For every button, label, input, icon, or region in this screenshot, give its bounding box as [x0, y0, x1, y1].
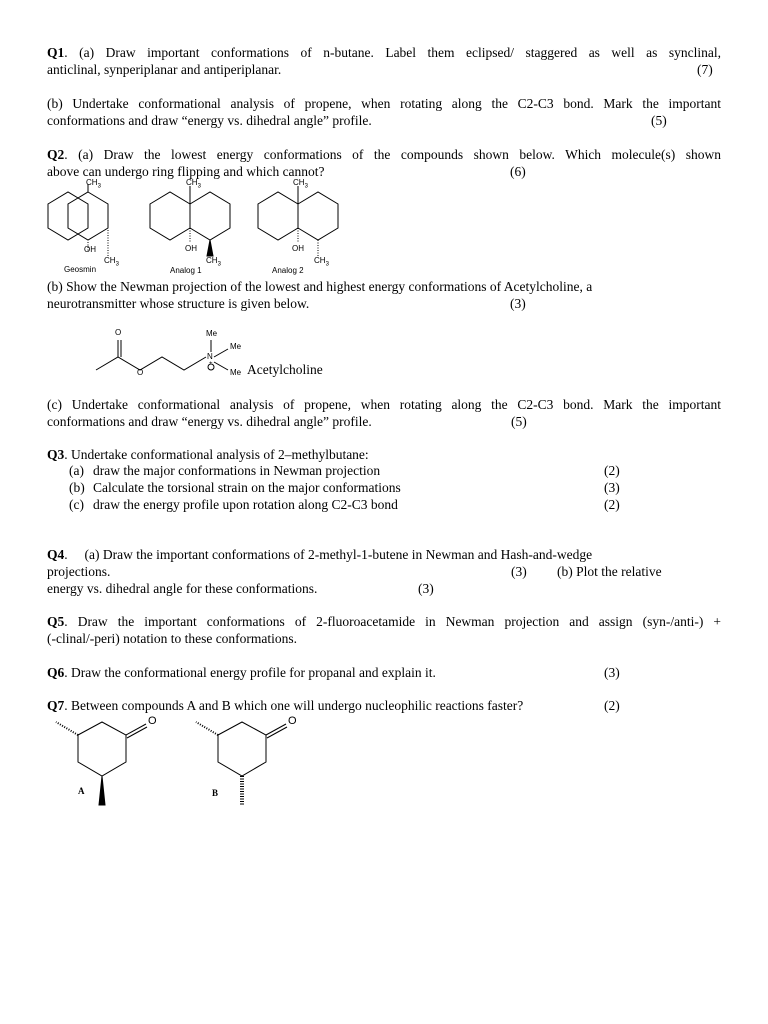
q3-item-c-marks: (2) — [604, 497, 620, 512]
q2-c-marks: (5) — [511, 414, 527, 429]
carbonyl-o-label: O — [115, 328, 122, 337]
q3-item-b-marks: (3) — [604, 480, 620, 495]
me-right-label: Me — [230, 342, 242, 351]
q4-number: Q4 — [47, 547, 65, 562]
q1-number: Q1 — [47, 45, 65, 60]
q5-line1: Q5. Draw the important conformations of 2-fluoroacetamide in Newman projection and assign (syn-/anti-) + — [47, 614, 721, 629]
ester-o-label: O — [137, 368, 144, 377]
ring-b-hash-bond — [196, 722, 218, 735]
q2-c-line1: (c) Undertake conformational analysis of propene, when rotating along the C2-C3 bond. Mark the important — [47, 397, 721, 412]
q5-line2: (-clinal/-peri) notation to these conformations. — [47, 631, 298, 646]
q4-marks-b: (3) — [418, 581, 434, 596]
q3-item-c: (c) draw the energy profile upon rotation along C2-C3 bond — [69, 497, 398, 512]
q7-marks: (2) — [604, 698, 620, 713]
q5-number: Q5 — [47, 614, 65, 629]
q3-item-a: (a) draw the major conformations in Newman projection — [69, 463, 381, 478]
ring-b-o-label: O — [288, 715, 297, 727]
analog1-oh-label: OH — [185, 244, 197, 253]
analog2-ch3-label: $CH_3$ — [293, 178, 308, 190]
plus-label: + — [209, 361, 213, 367]
ring-a-wedge — [99, 776, 105, 805]
q6: Q6. Draw the conformational energy profile for propanal and explain it. — [47, 665, 436, 680]
q4-marks-a: (3) — [511, 564, 527, 579]
q3-intro: Q3. Undertake conformational analysis of 2–methylbutane: — [47, 447, 369, 462]
geosmin-me-label: $CH_3$ — [104, 256, 119, 268]
q1-b-marks: (5) — [651, 113, 667, 128]
q4-line1: Q4. (a) Draw the important conformations of 2-methyl-1-butene in Newman and Hash-and-wedge — [47, 547, 593, 562]
q4-line3: energy vs. dihedral angle for these conformations. — [47, 581, 318, 596]
compound-a-label: A — [78, 786, 85, 796]
geosmin-oh-label: OH — [84, 245, 96, 254]
ring-a-hash-bond — [56, 722, 78, 735]
q1-b-line2: conformations and draw “energy vs. dihedral angle” profile. — [47, 113, 372, 128]
me-top-label: Me — [206, 329, 218, 338]
geosmin-ch3-label: $CH_3$ — [86, 178, 101, 190]
acetylcholine-name: Acetylcholine — [247, 362, 323, 377]
q1-a-marks: (7) — [697, 62, 713, 77]
q3-number: Q3 — [47, 447, 65, 462]
analog2-oh-label: OH — [292, 244, 304, 253]
ring-b — [218, 722, 266, 776]
q2-a-marks: (6) — [510, 164, 526, 179]
n-label: N — [207, 352, 213, 361]
geosmin-name: Geosmin — [64, 265, 97, 274]
analog1-name: Analog 1 — [170, 266, 202, 275]
q7: Q7. Between compounds A and B which one will undergo nucleophilic reactions faster? — [47, 698, 524, 713]
q2-a-line2: above can undergo ring flipping and which cannot? — [47, 164, 325, 179]
q2-c-line2: conformations and draw “energy vs. dihedral angle” profile. — [47, 414, 372, 429]
q7-number: Q7 — [47, 698, 65, 713]
q1-a-line2: anticlinal, synperiplanar and antiperiplanar. — [47, 62, 282, 77]
q2-number: Q2 — [47, 147, 65, 162]
q2-b-marks: (3) — [510, 296, 526, 311]
q6-marks: (3) — [604, 665, 620, 680]
q1-b-line1: (b) Undertake conformational analysis of propene, when rotating along the C2-C3 bond. Mark the important — [47, 96, 721, 111]
ring-a-o-label: O — [148, 715, 157, 727]
analog1-ch3-label: $CH_3$ — [186, 178, 201, 190]
q4-part-b: (b) Plot the relative — [557, 564, 662, 579]
ring-a — [78, 722, 126, 776]
q2-b-line2: neurotransmitter whose structure is given below. — [47, 296, 310, 311]
analog2-me-label: $CH_3$ — [314, 256, 329, 268]
q2-b-line1: (b) Show the Newman projection of the lowest and highest energy conformations of Acetylcholine, a — [47, 279, 593, 294]
analog2-name: Analog 2 — [272, 266, 304, 275]
q3-item-b: (b) Calculate the torsional strain on the major conformations — [69, 480, 401, 495]
compound-b-label: B — [212, 788, 219, 798]
q3-item-a-marks: (2) — [604, 463, 620, 478]
q2-a-line1: Q2. (a) Draw the lowest energy conformations of the compounds shown below. Which molecule(s) shown — [47, 147, 721, 162]
q1-a-line1: Q1. (a) Draw important conformations of n-butane. Label them eclipsed/ staggered as well as synclinal, — [47, 45, 721, 60]
q4-line2: projections. — [47, 564, 111, 579]
q6-number: Q6 — [47, 665, 65, 680]
me-bottom-label: Me — [230, 368, 242, 377]
analog1-me-label: $CH_3$ — [206, 256, 221, 268]
